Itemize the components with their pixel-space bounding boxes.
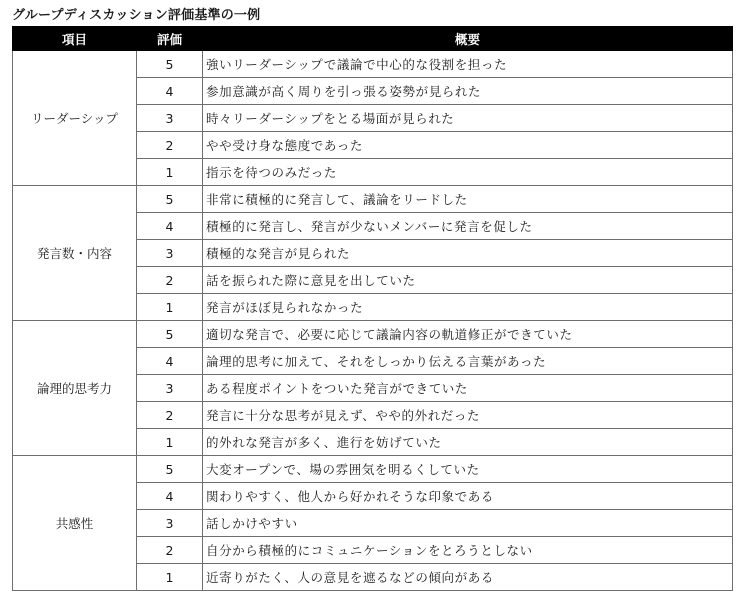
summary-cell: 発言がほぼ見られなかった <box>203 294 733 321</box>
summary-cell: 大変オープンで、場の雰囲気を明るくしていた <box>203 456 733 483</box>
table-row <box>13 321 733 348</box>
summary-cell: 適切な発言で、必要に応じて議論内容の軌道修正ができていた <box>203 321 733 348</box>
score-cell: 4 <box>137 78 203 105</box>
summary-cell: 話しかけやすい <box>203 510 733 537</box>
summary-cell: 参加意識が高く周りを引っ張る姿勢が見られた <box>203 78 733 105</box>
score-cell: 3 <box>137 375 203 402</box>
summary-cell: 強いリーダーシップで議論で中心的な役割を担った <box>203 51 733 78</box>
score-cell: 1 <box>137 294 203 321</box>
category-cell: 発言数・内容 <box>13 186 137 321</box>
score-cell: 2 <box>137 267 203 294</box>
summary-cell: やや受け身な態度であった <box>203 132 733 159</box>
summary-cell: 指示を待つのみだった <box>203 159 733 186</box>
table-header-row <box>13 27 733 51</box>
score-cell: 4 <box>137 483 203 510</box>
category-cell: 論理的思考力 <box>13 321 137 456</box>
score-cell: 5 <box>137 321 203 348</box>
score-cell: 1 <box>137 429 203 456</box>
page-title: グループディスカッション評価基準の一例 <box>12 8 261 23</box>
evaluation-criteria-table <box>12 26 733 591</box>
table-row <box>13 51 733 78</box>
score-cell: 2 <box>137 402 203 429</box>
category-cell: 共感性 <box>13 456 137 591</box>
score-cell: 4 <box>137 348 203 375</box>
table-body <box>13 51 733 591</box>
score-cell: 3 <box>137 105 203 132</box>
table-row <box>13 456 733 483</box>
category-cell: リーダーシップ <box>13 51 137 186</box>
score-cell: 1 <box>137 159 203 186</box>
score-cell: 2 <box>137 132 203 159</box>
summary-cell: ある程度ポイントをついた発言ができていた <box>203 375 733 402</box>
summary-cell: 積極的な発言が見られた <box>203 240 733 267</box>
score-cell: 2 <box>137 537 203 564</box>
table-row <box>13 186 733 213</box>
score-cell: 5 <box>137 456 203 483</box>
score-cell: 5 <box>137 186 203 213</box>
summary-cell: 時々リーダーシップをとる場面が見られた <box>203 105 733 132</box>
header-summary: 概要 <box>203 27 733 51</box>
summary-cell: 論理的思考に加えて、それをしっかり伝える言葉があった <box>203 348 733 375</box>
score-cell: 3 <box>137 240 203 267</box>
score-cell: 5 <box>137 51 203 78</box>
summary-cell: 的外れな発言が多く、進行を妨げていた <box>203 429 733 456</box>
header-item: 項目 <box>13 27 137 51</box>
score-cell: 4 <box>137 213 203 240</box>
score-cell: 3 <box>137 510 203 537</box>
summary-cell: 発言に十分な思考が見えず、やや的外れだった <box>203 402 733 429</box>
summary-cell: 積極的に発言し、発言が少ないメンバーに発言を促した <box>203 213 733 240</box>
summary-cell: 関わりやすく、他人から好かれそうな印象である <box>203 483 733 510</box>
summary-cell: 近寄りがたく、人の意見を遮るなどの傾向がある <box>203 564 733 591</box>
header-score: 評価 <box>137 27 203 51</box>
score-cell: 1 <box>137 564 203 591</box>
summary-cell: 自分から積極的にコミュニケーションをとろうとしない <box>203 537 733 564</box>
summary-cell: 非常に積極的に発言して、議論をリードした <box>203 186 733 213</box>
summary-cell: 話を振られた際に意見を出していた <box>203 267 733 294</box>
